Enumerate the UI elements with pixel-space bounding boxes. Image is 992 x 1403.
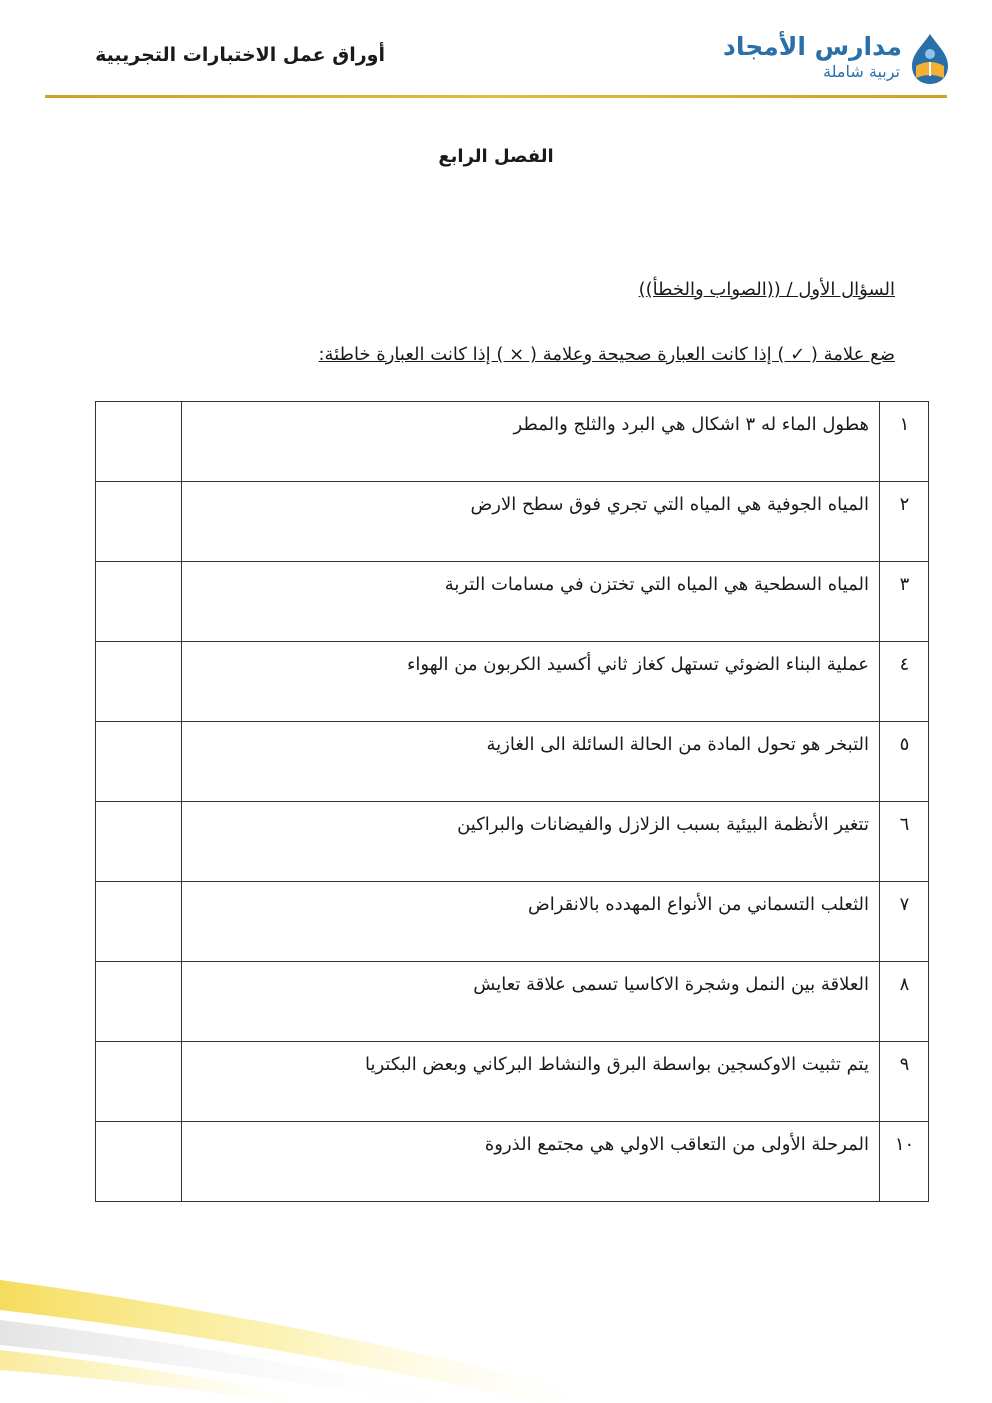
table-row <box>96 1122 929 1202</box>
item-number: ٤ <box>880 642 929 722</box>
item-statement: يتم تثبيت الاوكسجين بواسطة البرق والنشاط البركاني وبعض البكتريا <box>182 1042 880 1122</box>
item-statement: المياه الجوفية هي المياه التي تجري فوق سطح الارض <box>182 482 880 562</box>
item-number: ٨ <box>880 962 929 1042</box>
item-number: ٣ <box>880 562 929 642</box>
table-row <box>96 802 929 882</box>
item-statement: تتغير الأنظمة البيئية بسبب الزلازل والفيضانات والبراكين <box>182 802 880 882</box>
item-number: ٧ <box>880 882 929 962</box>
table-row <box>96 1042 929 1122</box>
document-header-title: أوراق عمل الاختبارات التجريبية <box>95 44 385 66</box>
chapter-title: الفصل الرابع <box>438 146 554 167</box>
table-row <box>96 482 929 562</box>
table-row <box>96 402 929 482</box>
item-statement: المياه السطحية هي المياه التي تختزن في مسامات التربة <box>182 562 880 642</box>
answer-cell[interactable] <box>96 722 182 802</box>
logo-school-name: مدارس الأمجاد <box>723 32 902 61</box>
item-number: ٢ <box>880 482 929 562</box>
table-row <box>96 562 929 642</box>
item-statement: الثعلب التسماني من الأنواع المهدده بالانقراض <box>182 882 880 962</box>
school-logo <box>723 30 952 86</box>
answer-cell[interactable] <box>96 962 182 1042</box>
item-statement: المرحلة الأولى من التعاقب الاولي هي مجتمع الذروة <box>182 1122 880 1202</box>
table-row <box>96 962 929 1042</box>
logo-tagline: تربية شاملة <box>823 62 900 81</box>
answer-cell[interactable] <box>96 1122 182 1202</box>
answer-cell[interactable] <box>96 1042 182 1122</box>
header-divider <box>45 95 947 98</box>
table-row <box>96 642 929 722</box>
table-row <box>96 882 929 962</box>
answer-cell[interactable] <box>96 802 182 882</box>
item-statement: هطول الماء له ٣ اشكال هي البرد والثلج والمطر <box>182 402 880 482</box>
answer-cell[interactable] <box>96 642 182 722</box>
answer-cell[interactable] <box>96 402 182 482</box>
item-statement: التبخر هو تحول المادة من الحالة السائلة الى الغازية <box>182 722 880 802</box>
true-false-table <box>95 401 929 1202</box>
item-number: ١ <box>880 402 929 482</box>
item-number: ١٠ <box>880 1122 929 1202</box>
table-row <box>96 722 929 802</box>
item-statement: عملية البناء الضوئي تستهل كغاز ثاني أكسيد الكربون من الهواء <box>182 642 880 722</box>
question-instructions: ضع علامة ( ✓ ) إذا كانت العبارة صحيحة وعلامة ( × ) إذا كانت العبارة خاطئة: <box>318 344 895 365</box>
question-title: السؤال الأول / ((الصواب والخطأ)) <box>638 279 895 300</box>
item-statement: العلاقة بين النمل وشجرة الاكاسيا تسمى علاقة تعايش <box>182 962 880 1042</box>
item-number: ٩ <box>880 1042 929 1122</box>
decorative-swoosh <box>0 1250 992 1403</box>
answer-cell[interactable] <box>96 882 182 962</box>
answer-cell[interactable] <box>96 482 182 562</box>
book-drop-icon <box>908 32 952 86</box>
item-number: ٦ <box>880 802 929 882</box>
answer-cell[interactable] <box>96 562 182 642</box>
item-number: ٥ <box>880 722 929 802</box>
